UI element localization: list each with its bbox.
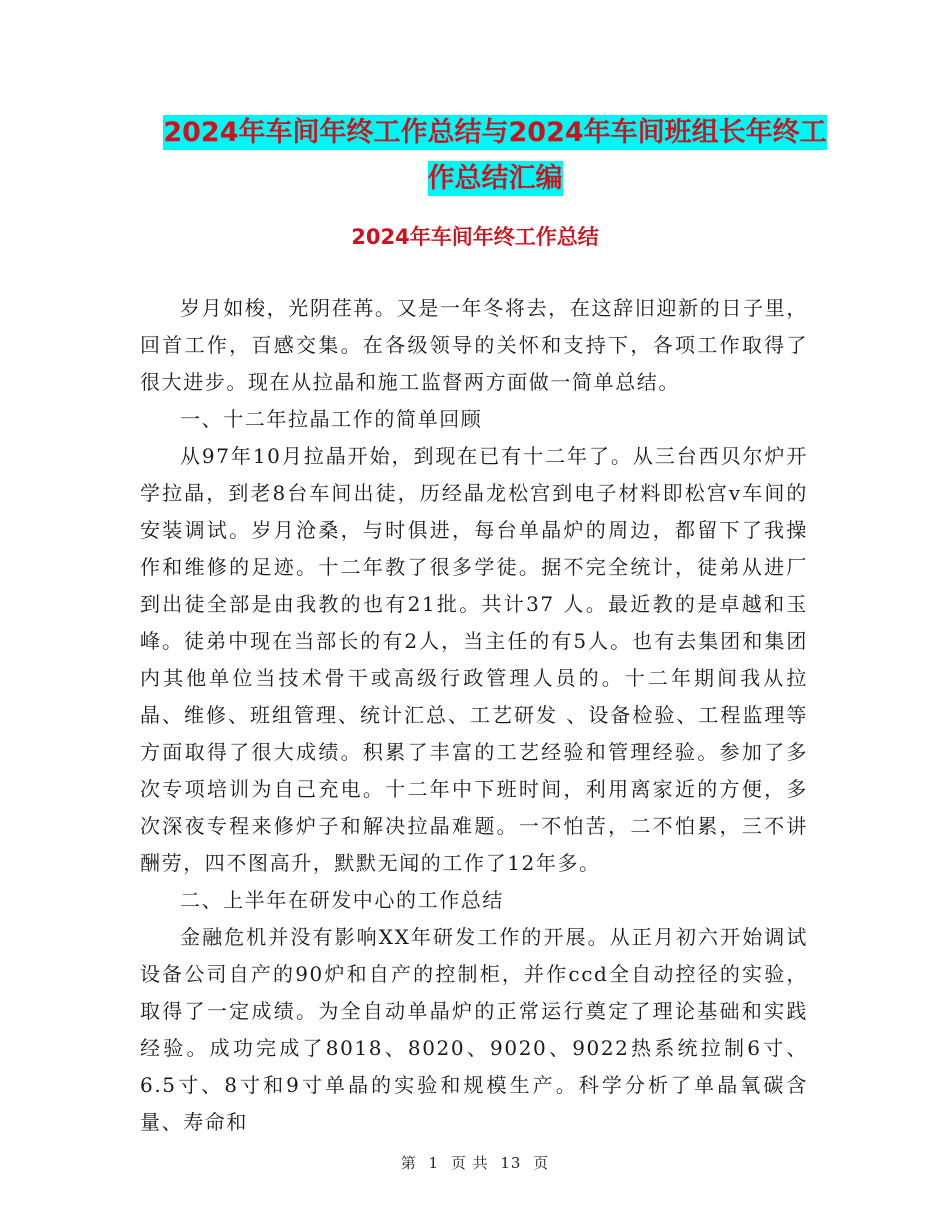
document-body — [140, 290, 808, 1141]
footer-prefix: 第 — [400, 1154, 417, 1172]
footer-mid: 页 共 — [450, 1154, 489, 1172]
heading-part-one: 一、十二年拉晶工作的简单回顾 — [180, 407, 483, 431]
document-title-line2: 作总结汇编 — [427, 163, 563, 194]
section-title: 2024年车间年终工作总结 — [351, 225, 599, 249]
footer-total-pages: 13 — [500, 1154, 522, 1172]
footer-suffix: 页 — [533, 1154, 550, 1172]
footer-page-number: 1 — [428, 1154, 440, 1172]
document-title — [140, 110, 850, 202]
paragraph-part-one: 从97年10月拉晶开始，到现在已有十二年了。从三台西贝尔炉开学拉晶，到老8台车间出徒，历经晶龙松宫到电子材料即松宫v车间的安装调试。岁月沧桑，与时俱进，每台单晶炉的周边，都留下了我操作和维修的足迹。十二年教了很多学徒。据不完全统计，徒弟从进厂到出徒全部是由我教的也有21批。共计37 人。最近教的是卓越和玉峰。徒弟中现在当部长的有2人，当主任的有5人。也有去集团和集团内其他单位当技术骨干或高级行政管理人员的。十二年期间我从拉晶、维修、班组管理、统计汇总、工艺研发 、设备检验、工程监理等方面取得了很大成绩。积累了丰富的工艺经验和管理经验。参加了多次专项培训为自己充电。十二年中下班时间，利用离家近的方便，多次深夜专程来修炉子和解决拉晶难题。一不怕苦，二不怕累，三不讲酬劳，四不图高升，默默无闻的工作了12年多。 — [140, 444, 808, 875]
heading-part-two: 二、上半年在研发中心的工作总结 — [180, 888, 504, 912]
paragraph-intro: 岁月如梭，光阴荏苒。又是一年冬将去，在这辞旧迎新的日子里，回首工作，百感交集。在各级领导的关怀和支持下，各项工作取得了很大进步。现在从拉晶和施工监督两方面做一简单总结。 — [140, 296, 808, 394]
page-footer — [0, 1152, 950, 1173]
paragraph-part-two: 金融危机并没有影响XX年研发工作的开展。从正月初六开始调试设备公司自产的90炉和自产的控制柜，并作ccd全自动控径的实验，取得了一定成绩。为全自动单晶炉的正常运行奠定了理论基础和实践经验。成功完成了8018、8020、9020、9022热系统拉制6寸、6.5寸、8寸和9寸单晶的实验和规模生产。科学分析了单晶氧碳含量、寿命和 — [140, 925, 808, 1134]
document-title-line1: 2024年车间年终工作总结与2024年车间班组长年终工 — [163, 117, 827, 148]
